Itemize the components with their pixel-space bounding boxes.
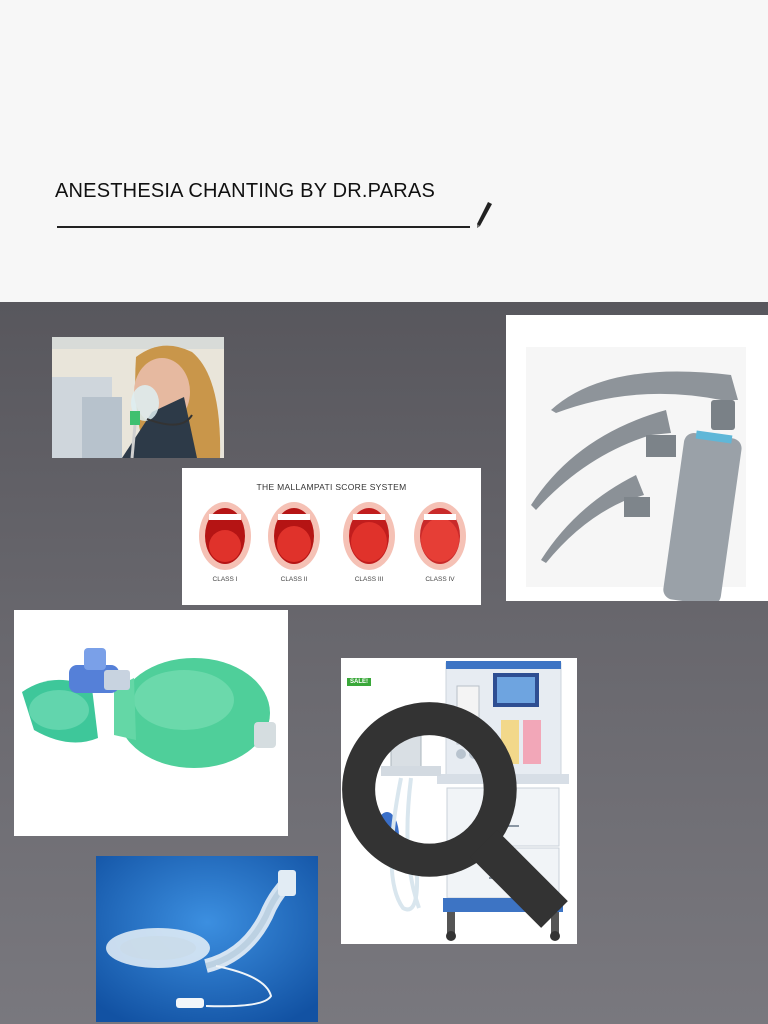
class-label: CLASS IV bbox=[425, 576, 455, 583]
pen-icon bbox=[472, 200, 496, 230]
cover-header bbox=[0, 0, 768, 302]
photo-anesthesia-machine bbox=[341, 658, 577, 944]
chart-title: THE MALLAMPATI SCORE SYSTEM bbox=[256, 482, 407, 492]
class-label: CLASS I bbox=[212, 576, 238, 583]
title-underline bbox=[57, 226, 470, 228]
page-title: ANESTHESIA CHANTING BY DR.PARAS bbox=[55, 180, 435, 202]
class-label: CLASS III bbox=[354, 576, 384, 583]
photo-laryngeal-mask-airway bbox=[96, 856, 318, 1022]
photo-oxygen-mask-patient bbox=[52, 337, 224, 458]
sale-badge: SALE! bbox=[347, 678, 371, 686]
mouth-diagrams bbox=[182, 468, 481, 605]
class-label: CLASS II bbox=[280, 576, 308, 583]
photo-ambu-bag bbox=[14, 610, 288, 836]
photo-laryngoscope bbox=[506, 315, 768, 601]
photo-mallampati-chart bbox=[182, 468, 481, 605]
magnifier-icon bbox=[341, 670, 571, 944]
